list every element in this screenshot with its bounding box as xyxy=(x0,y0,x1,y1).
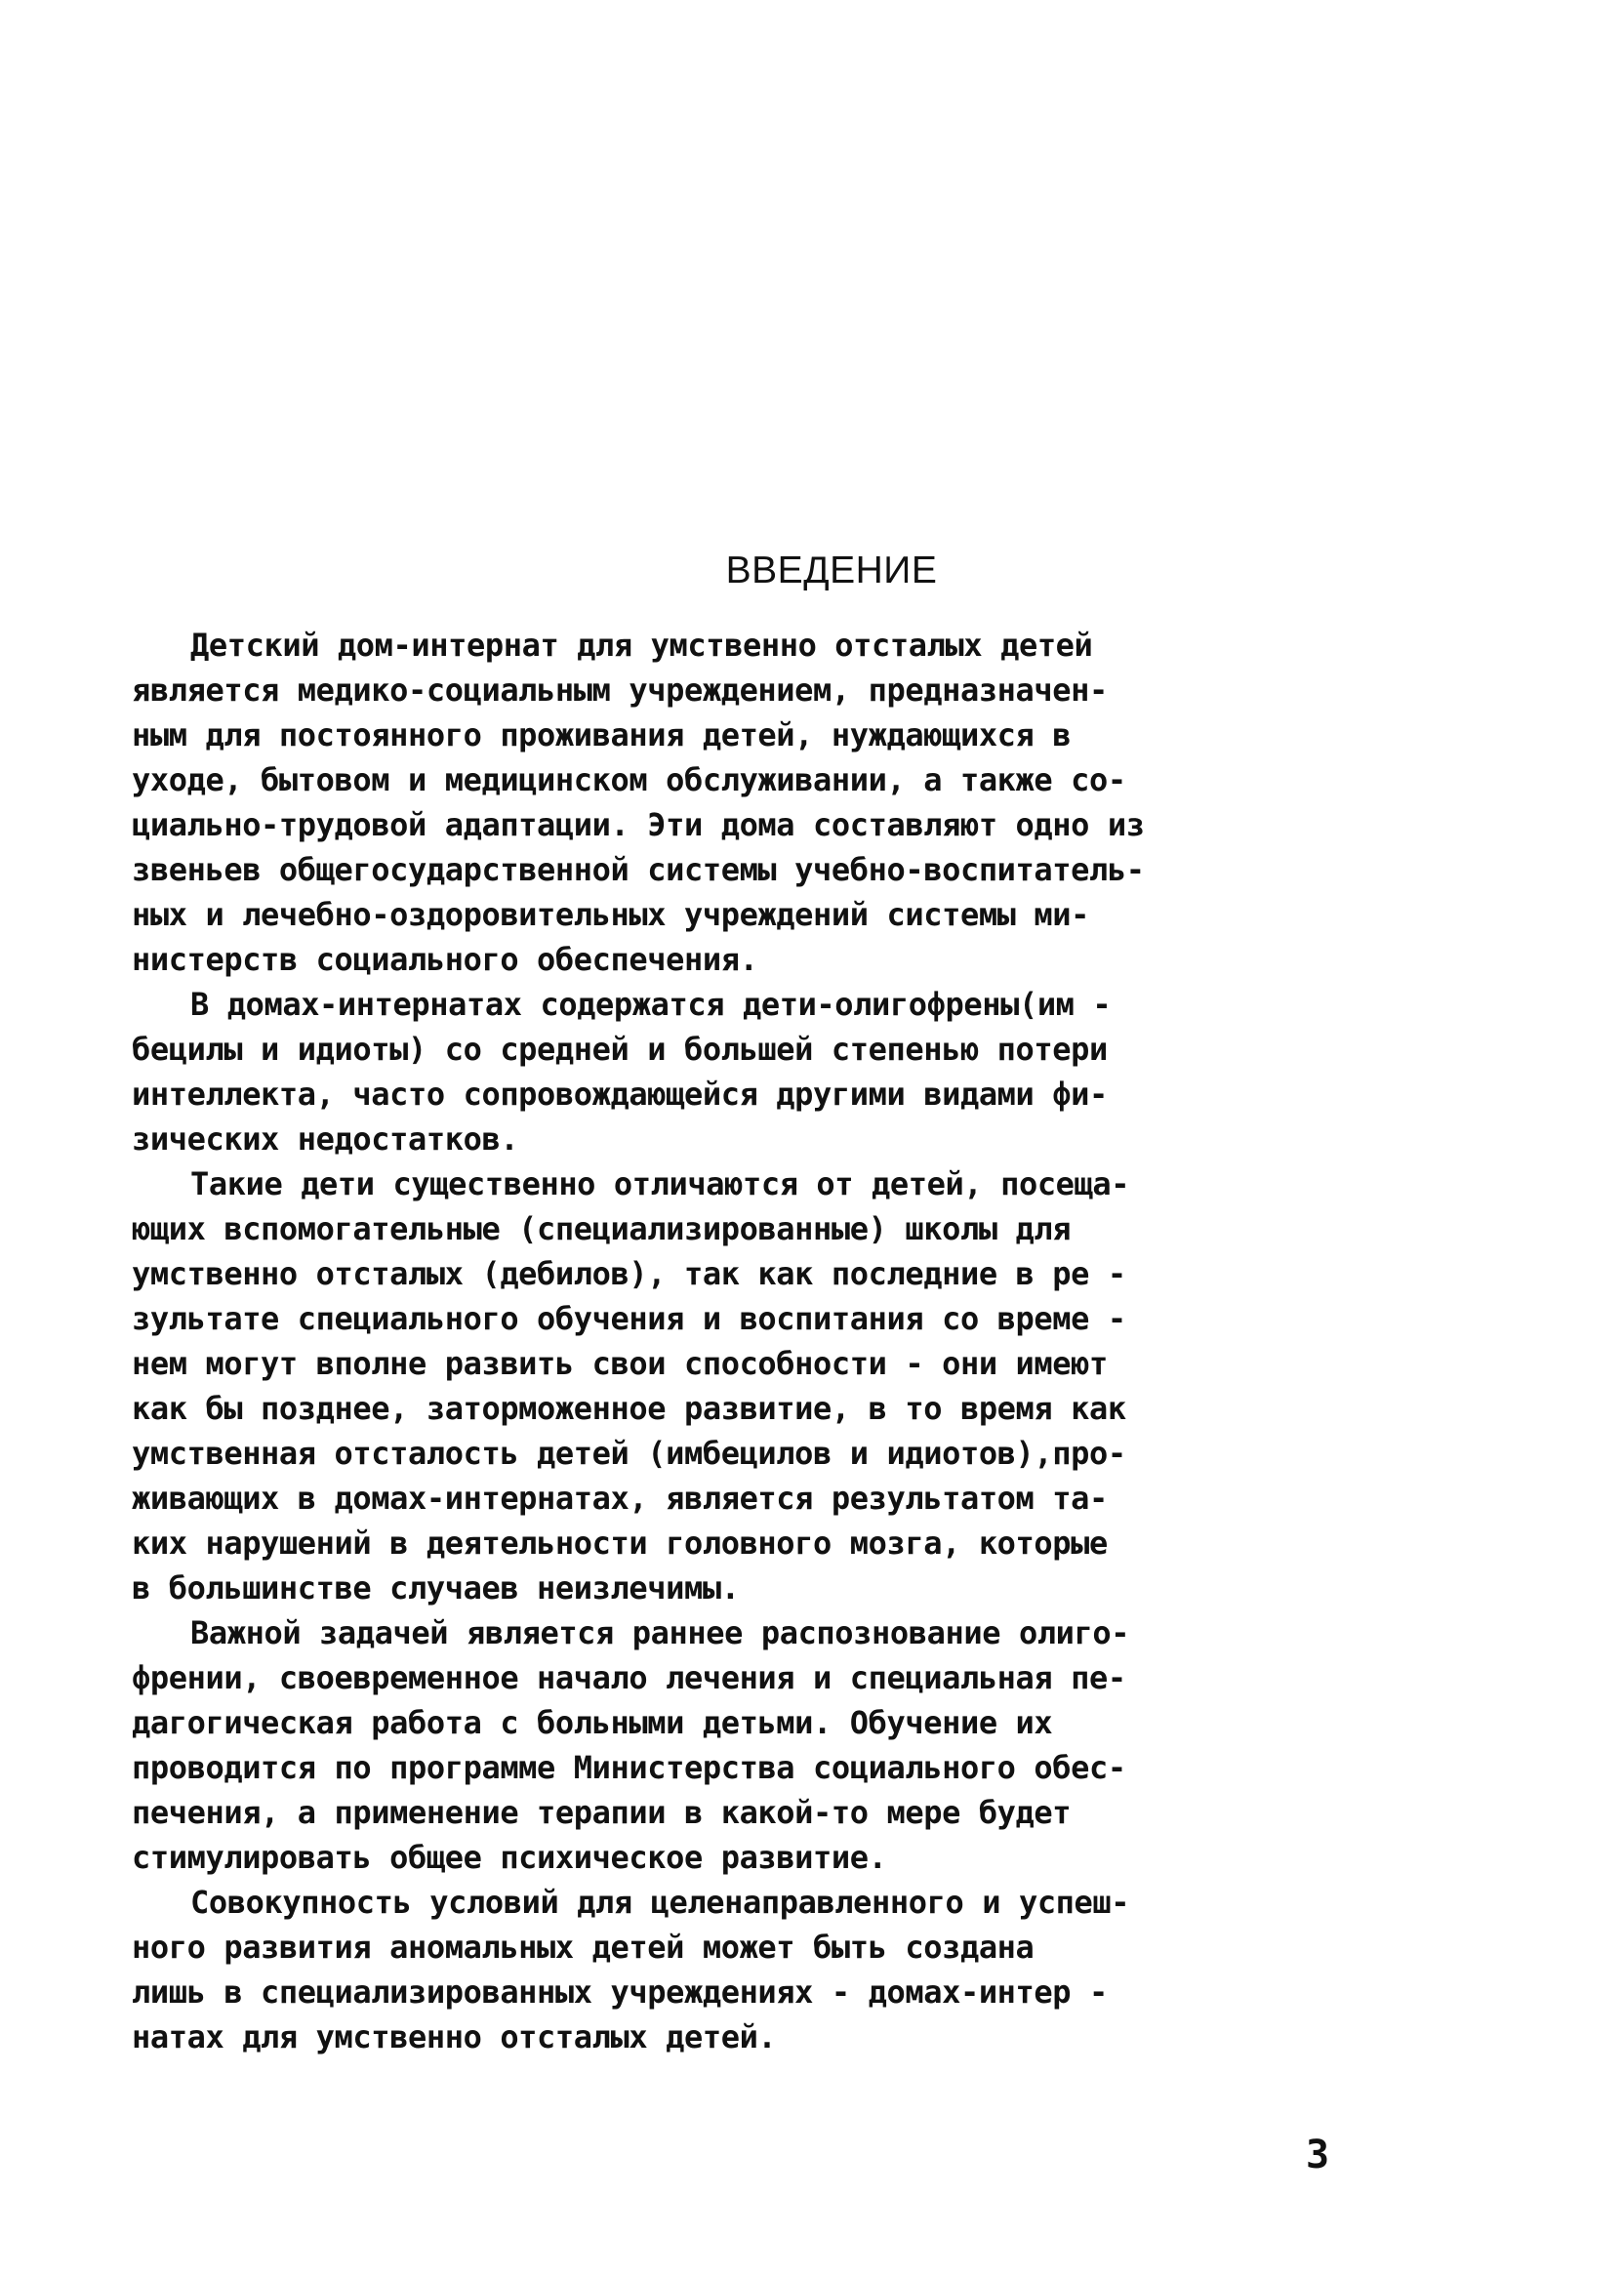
paragraph-line: живающих в домах-интернатах, является результатом та- xyxy=(132,1480,1108,1517)
paragraph-line: уходе, бытовом и медицинском обслуживании, а также со- xyxy=(132,761,1126,798)
paragraph-line: печения, а применение терапии в какой-то мере будет xyxy=(132,1794,1072,1831)
paragraph-line: бецилы и идиоты) со средней и большей степенью потери xyxy=(132,1031,1108,1068)
paragraph-line: ющих вспомогательные (специализированные) школы для xyxy=(132,1210,1072,1247)
paragraph-line: как бы позднее, заторможенное развитие, в то время как xyxy=(132,1390,1126,1427)
paragraph-line: интеллекта, часто сопровождающейся другими видами фи- xyxy=(132,1076,1108,1113)
paragraph-line: Детский дом-интернат для умственно отсталых детей xyxy=(190,627,1093,664)
paragraph-line: ного развития аномальных детей может быть создана xyxy=(132,1929,1035,1966)
paragraph-line: звеньев общегосударственной системы учебно-воспитатель- xyxy=(132,851,1145,888)
paragraph-line: умственно отсталых (дебилов), так как последние в ре - xyxy=(132,1255,1126,1292)
paragraph-line: циально-трудовой адаптации. Эти дома составляют одно из xyxy=(132,806,1145,843)
paragraph-line: зических недостатков. xyxy=(132,1120,519,1158)
paragraph-line: умственная отсталость детей (имбецилов и идиотов),про- xyxy=(132,1435,1126,1472)
paragraph-line: зультате специального обучения и воспитания со време - xyxy=(132,1300,1126,1337)
paragraph-line: натах для умственно отсталых детей. xyxy=(132,2018,777,2055)
paragraph-line: френии, своевременное начало лечения и специальная пе- xyxy=(132,1659,1126,1696)
paragraph-line: Важной задачей является раннее распознование олиго- xyxy=(190,1614,1130,1651)
paragraph-line: ких нарушений в деятельности головного мозга, которые xyxy=(132,1525,1108,1562)
paragraph-line: ным для постоянного проживания детей, нуждающихся в xyxy=(132,716,1072,753)
page-number: 3 xyxy=(1306,2133,1330,2177)
section-title: ВВЕДЕНИЕ xyxy=(725,549,938,591)
paragraph-line: в большинстве случаев неизлечимы. xyxy=(132,1569,740,1607)
paragraph-line: Совокупность условий для целенаправленного и успеш- xyxy=(190,1884,1130,1921)
body-text xyxy=(132,623,1313,2059)
paragraph-line: проводится по программе Министерства социального обес- xyxy=(132,1749,1126,1786)
paragraph-line: лишь в специализированных учреждениях - домах-интер - xyxy=(132,1973,1108,2011)
paragraph-line: В домах-интернатах содержатся дети-олигофрены(им - xyxy=(190,986,1112,1023)
paragraph-line: нем могут вполне развить свои способности - они имеют xyxy=(132,1345,1108,1382)
paragraph-line: дагогическая работа с больными детьми. Обучение их xyxy=(132,1704,1053,1741)
paragraph-line: стимулировать общее психическое развитие. xyxy=(132,1839,887,1876)
paragraph-line: нистерств социального обеспечения. xyxy=(132,941,758,978)
paragraph-line: Такие дети существенно отличаются от детей, посеща- xyxy=(190,1165,1130,1202)
paragraph-line: является медико-социальным учреждением, предназначен- xyxy=(132,671,1108,709)
paragraph-line: ных и лечебно-оздоровительных учреждений системы ми- xyxy=(132,896,1090,933)
